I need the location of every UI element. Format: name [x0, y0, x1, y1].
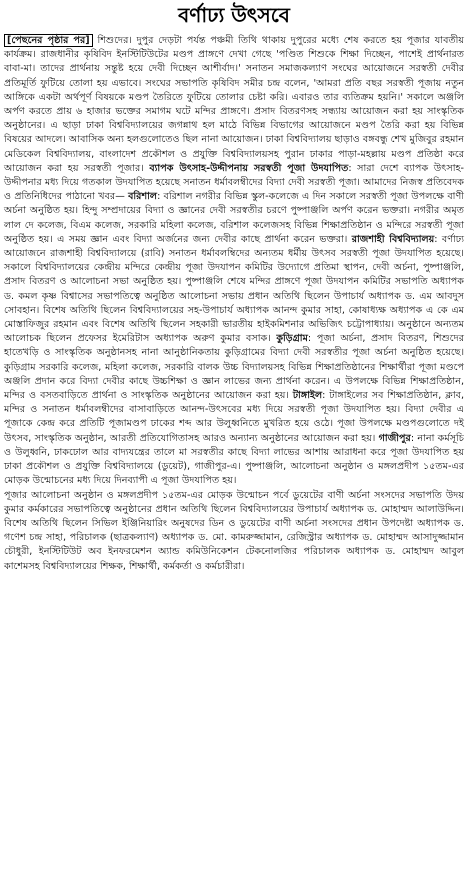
intro-text: শিশুদের। দুপুর দেড়টা পর্যন্ত পঞ্চমী তিথি থাকায় দুপুরের মধ্যে শেষ করতে হয় পূজার যাবতীয় কার্যক্রম। রাজধানীর কৃষিবিদ ইনস্টিটিউটের মণ্ডপ প্রাঙ্গণে দেখা গেছে 'পণ্ডিত শিশুকে শিক্ষা দিচ্ছেন, পাশেই প্রার্থনারত বাবা-মা। তাদের প্রার্থনায় সন্তুষ্ট হয়ে দেবী দিচ্ছেন আশীর্বাদ।' সনাতন সমাজকল্যাণ সংঘের আয়োজনে সরস্বতী দেবীর প্রতিমূর্তি ফুটিয়ে তোলা হয় এভাবে। সংঘের সভাপতি কৃষিবিদ সমীর চন্দ্র বলেন, 'আমরা প্রতি বছর সরস্বতী পূজায় নতুন আঙ্গিকে একটা অর্থপূর্ণ বিষয়কে মণ্ডপ তৈরিতে ফুটিয়ে তোলার চেষ্টা করি। এবারও তার ব্যতিক্রম হয়নি।' সকালে অঞ্জলি অর্পণ করতে প্রায় ৬ হাজার ভক্তের সমাগম ঘটে মন্দির প্রাঙ্গণে। প্রসাদ বিতরণসহ সন্ধ্যায় আয়োজন করা হয় সাংস্কৃতিক অনুষ্ঠানের। এ ছাড়া ঢাকা বিশ্ববিদ্যালয়ের জগন্নাথ হল মাঠে বিভিন্ন বিভাগের আয়োজনে মণ্ডপ তৈরি করা হয় বিভিন্ন বিষয়ের আদলে। আবাসিক অন্য হলগুলোতেও ছিল নানা আয়োজন। ঢাকা বিশ্ববিদ্যালয় ছাড়াও বঙ্গবন্ধু শেখ মুজিবুর রহমান মেডিকেল বিশ্ববিদ্যালয়, বাংলাদেশ প্রকৌশল ও প্রযুক্তি বিশ্ববিদ্যালয়সহ পুরান ঢাকার পাড়া-মহল্লায় মণ্ডপ প্রতিষ্ঠা করে আয়োজন করা হয় সরস্বতী পূজার।: [4, 35, 464, 174]
gazipur-text: : নানা কর্মসূচি ও উলুধ্বনি, ঢাকঢোল আর বাদ্যযন্ত্রের তালে মা সরস্বতীর কাছে বিদ্যা লাভের আশায় আরাধনা করে পূজা উদযাপিত হয় ঢাকা প্রকৌশল ও প্রযুক্তি বিশ্ববিদ্যালয়ে (ডুয়েট), গাজীপুর-এ। পুষ্পাঞ্জলি, আলোচনা অনুষ্ঠান ও মঙ্গলপ্রদীপ ১৫তম-এর মোড়ক উন্মোচনের মধ্য দিয়ে দিনব্যাপী এ পূজা উদযাপিত হয়।: [4, 432, 464, 487]
article-body: [0, 34, 468, 574]
paragraph-final: পূজার আলোচনা অনুষ্ঠান ও মঙ্গলপ্রদীপ ১৫তম-এর মোড়ক উন্মোচন পর্বে ডুয়েটের বাণী অর্চনা সংসদের সভাপতি উদয় কুমার কর্মকারের সভাপতিত্বে অনুষ্ঠানের প্রধান অতিথি ছিলেন বিশ্ববিদ্যালয়ের উপাচার্য অধ্যাপক ড. মোহাম্মদ আলাউদ্দিন। বিশেষ অতিথি ছিলেন সিভিল ইঞ্জিনিয়ারিং অনুষদের ডিন ও ডুয়েটের বাণী অর্চনা সংসদের প্রধান উপদেষ্টা অধ্যাপক ড. গণেশ চন্দ্র সাহা, পরিচালক (ছাত্রকল্যাণ) অধ্যাপক ড. মো. কামরুজ্জামান, রেজিস্ট্রার অধ্যাপক ড. মোহাম্মদ আসাদুজ্জামান চৌধুরী, ইনস্টিটিউট অব ইনফরমেশন অ্যান্ড কমিউনিকেশন টেকনোলজির পরিচালক অধ্যাপক ড. মোহাম্মদ আবুল কাশেমসহ বিশ্ববিদ্যালয়ের শিক্ষক, শিক্ষার্থী, কর্মকর্তা ও কর্মচারীরা।: [4, 489, 464, 572]
continued-from-label: [পেছনের পৃষ্ঠার পর]: [4, 34, 93, 47]
rajshahi-text: : বর্ণাঢ্য আয়োজনে রাজশাহী বিশ্ববিদ্যালয়ে (রাবি) সনাতন ধর্মাবলম্বিদের অন্যতম ধর্মীয় উৎসব সরস্বতী পূজা উদযাপিত হয়েছে। সকালে বিশ্ববিদ্যালয়ের কেন্দ্রীয় মন্দিরে কেন্দ্রীয় পূজা উদযাপন কমিটির উদ্যোগে প্রতিমা স্থাপন, দেবী অর্চনা, পুষ্পাঞ্জলি, প্রসাদ বিতরণ ও আলোচনা সভা অনুষ্ঠিত হয়। পুষ্পাঞ্জলি শেষে মন্দির প্রাঙ্গণে পূজা উদযাপন কমিটির সভাপতি অধ্যাপক ড. কমল কৃষ্ণ বিশ্বাসের সভাপতিত্বে অনুষ্ঠিত আলোচনা সভায় প্রধান অতিথি ছিলেন উপাচার্য অধ্যাপক ড. এম আবদুস সোবহান। বিশেষ অতিথি ছিলেন বিশ্ববিদ্যালয়ের সহ-উপাচার্য অধ্যাপক আনন্দ কুমার সাহা, কোষাধ্যক্ষ অধ্যাপক এ কে এম মোস্তাফিজুর রহমান এবং বিশেষ অতিথি ছিলেন সহকারী ভারতীয় হাইকমিশনার অভিজিৎ চট্টোপাধ্যায়। অনুষ্ঠানে অন্যতম আলোচক ছিলেন প্রফেসর ইমেরিটাস অধ্যাপক অরুণ কুমার বসাক।: [4, 233, 465, 345]
subhead-tangail: টাঙ্গাইল: [292, 390, 323, 402]
barishal-text: : বরিশাল নগরীর বিভিন্ন স্কুল-কলেজে এ দিন সকালে সরস্বতী পূজা উপলক্ষে বাণী অর্চনা অনুষ্ঠিত হয়। হিন্দু সম্প্রদায়ের বিদ্যা ও জ্ঞানের দেবী সরস্বতীর চরণে পুষ্পাঞ্জলি অর্পণ করেন ভক্তরা। নগরীর অমৃত লাল দে কলেজ, বিএম কলেজ, সরকারি মহিলা কলেজ, বরিশাল কলেজসহ বিভিন্ন শিক্ষাপ্রতিষ্ঠান ও মন্দিরে সরস্বতী পূজা অনুষ্ঠিত হয়। এ সময় জ্ঞান এবং বিদ্যা অর্জনের জন্য দেবীর কাছে প্রার্থনা করেন ভক্তরা।: [4, 191, 464, 245]
subhead-nationwide: ব্যাপক উৎসাহ-উদ্দীপনায় সরস্বতী পূজা উদযাপিত: [149, 162, 349, 174]
kurigram-text: : পূজা অর্চনা, প্রসাদ বিতরণ, শিশুদের হাতেখড়ি ও সাংস্কৃতিক অনুষ্ঠানসহ নানা আনুষ্ঠানিকতায় কুড়িগ্রামের বিদ্যা দেবী সরস্বতীর পূজা অর্চনা অনুষ্ঠিত হয়েছে। কুড়িগ্রাম সরকারি কলেজ, মহিলা কলেজ, সরকারি বালক উচ্চ বিদ্যালয়সহ বিভিন্ন শিক্ষাপ্রতিষ্ঠানের শিক্ষার্থীরা পূজা মণ্ডপে অঞ্জলি প্রদান করে বিদ্যা দেবীর কাছে উচ্চশিক্ষা ও জ্ঞান লাভের জন্য প্রার্থনা করেন। এ উপলক্ষে বিভিন্ন শিক্ষাপ্রতিষ্ঠান, মন্দির ও বসতবাড়িতে প্রার্থনা ও সাংস্কৃতিক অনুষ্ঠানের আয়োজন করা হয়।: [4, 333, 464, 402]
subhead-gazipur: গাজীপুর: [378, 432, 411, 444]
paragraph-intro: [4, 34, 464, 489]
subhead-rajshahi: রাজশাহী বিশ্ববিদ্যালয়: [351, 233, 435, 245]
subhead-barishal: বরিশাল: [128, 191, 158, 203]
article-headline: বর্ণাঢ্য উৎসবে: [178, 2, 290, 27]
subhead-kurigram: কুড়িগ্রাম: [276, 333, 308, 345]
nationwide-text: : সারা দেশে ব্যাপক উৎসাহ-উদ্দীপনার মধ্য দিয়ে গতকাল উদযাপিত হয়েছে সনাতন ধর্মাবলম্বীদের বিদ্যা দেবী সরস্বতী পূজা। আমাদের নিজস্ব প্রতিবেদক ও প্রতিনিধিদের পাঠানো খবর—: [4, 162, 464, 203]
tangail-text: : টাঙ্গাইলের সব শিক্ষাপ্রতিষ্ঠান, ক্লাব, মন্দির ও সনাতন ধর্মাবলম্বীদের বাসাবাড়িতে আনন্দ-উৎসবের মধ্য দিয়ে সরস্বতী পূজা উদযাপিত হয়। বিদ্যা দেবীর এ পূজাকে কেন্দ্র করে প্রতিটি পূজামণ্ডপ ঢাকের শব্দ আর উলুধ্বনিতে মুখরিত হয়ে ওঠে। পূজা উপলক্ষে মণ্ডপগুলোতে দই উৎসব, সাংস্কৃতিক অনুষ্ঠান, আরতী প্রতিযোগিতাসহ আরও অন্যান্য অনুষ্ঠানের আয়োজন করা হয়।: [4, 390, 464, 444]
